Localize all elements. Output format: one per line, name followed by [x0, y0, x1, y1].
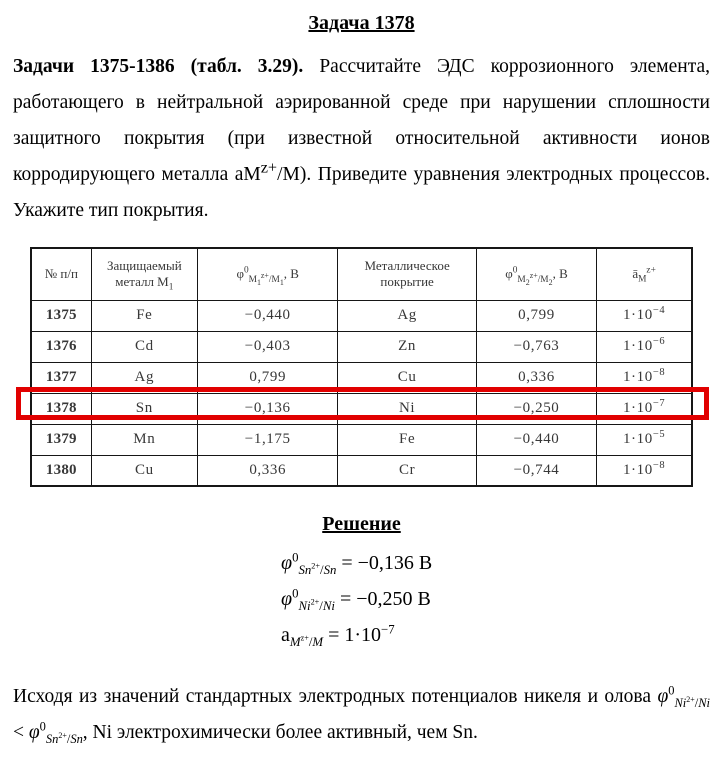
header-potential-m2: $\varphi^0_{М_2^{z+}/М_2}$, В [476, 248, 596, 300]
cell-problem-number: 1379 [31, 424, 91, 455]
cell-problem-number: 1378 [31, 393, 91, 424]
table-row-highlighted [31, 393, 692, 424]
cell-coating: Ni [338, 393, 476, 424]
header-protected-metal: Защищаемый металл $М_1$ [91, 248, 197, 300]
cell-problem-number: 1380 [31, 455, 91, 486]
table-row [31, 331, 692, 362]
table-row [31, 424, 692, 455]
cell-potential-m2: −0,744 [476, 455, 596, 486]
cell-potential-m1: −1,175 [197, 424, 337, 455]
cell-coating: Fe [338, 424, 476, 455]
table-row [31, 455, 692, 486]
cell-problem-number: 1377 [31, 362, 91, 393]
page-title-text: Задача 1378 [308, 12, 415, 34]
cell-protected-metal: Cu [91, 455, 197, 486]
cell-potential-m2: −0,250 [476, 393, 596, 424]
solution-heading-text: Решение [322, 513, 401, 535]
header-problem-number: № п/п [31, 248, 91, 300]
cell-protected-metal: Fe [91, 300, 197, 331]
cell-problem-number: 1376 [31, 331, 91, 362]
table-row [31, 300, 692, 331]
cell-protected-metal: Cd [91, 331, 197, 362]
cell-activity: $1\cdot 10^{-8}$ [597, 455, 692, 486]
cell-coating: Cr [338, 455, 476, 486]
cell-potential-m1: 0,336 [197, 455, 337, 486]
table-row [31, 362, 692, 393]
cell-activity: $1\cdot 10^{-7}$ [597, 393, 692, 424]
cell-potential-m2: −0,763 [476, 331, 596, 362]
cell-potential-m2: 0,799 [476, 300, 596, 331]
header-activity: $ā_М^{z+}$ [597, 248, 692, 300]
cell-potential-m2: 0,336 [476, 362, 596, 393]
page-title [13, 12, 710, 35]
formula-ion-activity: $a_{M^{z+}/M} = 1\cdot 10^{-7}$ [281, 622, 395, 649]
cell-coating: Ag [338, 300, 476, 331]
cell-potential-m1: 0,799 [197, 362, 337, 393]
cell-protected-metal: Ag [91, 362, 197, 393]
cell-problem-number: 1375 [31, 300, 91, 331]
cell-activity: $1\cdot 10^{-5}$ [597, 424, 692, 455]
cell-potential-m1: −0,440 [197, 300, 337, 331]
solution-heading [13, 513, 710, 536]
solution-formulas [13, 552, 710, 647]
cell-potential-m2: −0,440 [476, 424, 596, 455]
cell-coating: Cu [338, 362, 476, 393]
cell-coating: Zn [338, 331, 476, 362]
data-table-wrapper [30, 247, 693, 487]
header-coating: Металлическое покрытие [338, 248, 476, 300]
cell-potential-m1: −0,403 [197, 331, 337, 362]
data-table [30, 247, 693, 487]
problem-range: Задачи 1375-1386 (табл. 3.29). [13, 56, 304, 77]
cell-activity: $1\cdot 10^{-8}$ [597, 362, 692, 393]
formula-tin-potential: $\varphi^0_{Sn^{2+}/Sn} = -0,136$ В [281, 550, 433, 577]
cell-potential-m1: −0,136 [197, 393, 337, 424]
cell-protected-metal: Sn [91, 393, 197, 424]
formula-nickel-potential: $\varphi^0_{Ni^{2+}/Ni} = -0,250$ В [281, 586, 431, 613]
cell-activity: $1\cdot 10^{-4}$ [597, 300, 692, 331]
table-header-row [31, 248, 692, 300]
problem-statement [13, 49, 710, 229]
header-potential-m1: $\varphi^0_{М_1^{z+}/М_1}$, В [197, 248, 337, 300]
cell-protected-metal: Mn [91, 424, 197, 455]
cell-activity: $1\cdot 10^{-6}$ [597, 331, 692, 362]
conclusion-paragraph: Исходя из значений стандартных электродных потенциалов никеля и олова $\varphi^0_{Ni^{2+}/Ni} < \varphi^0_{Sn^{2+}/Sn}$, Ni электрохимически более активный, чем Sn. [13, 683, 710, 746]
problem-text: Рассчитайте ЭДС коррозионного элемента, работающего в нейтральной аэрированной среде при нарушении сплошности защитного покрытия (при известной относительной активности ионов корродирующего металла $аМ^{z+}/М$). Приведите уравнения электродных процессов. Укажите тип покрытия. [13, 56, 710, 221]
